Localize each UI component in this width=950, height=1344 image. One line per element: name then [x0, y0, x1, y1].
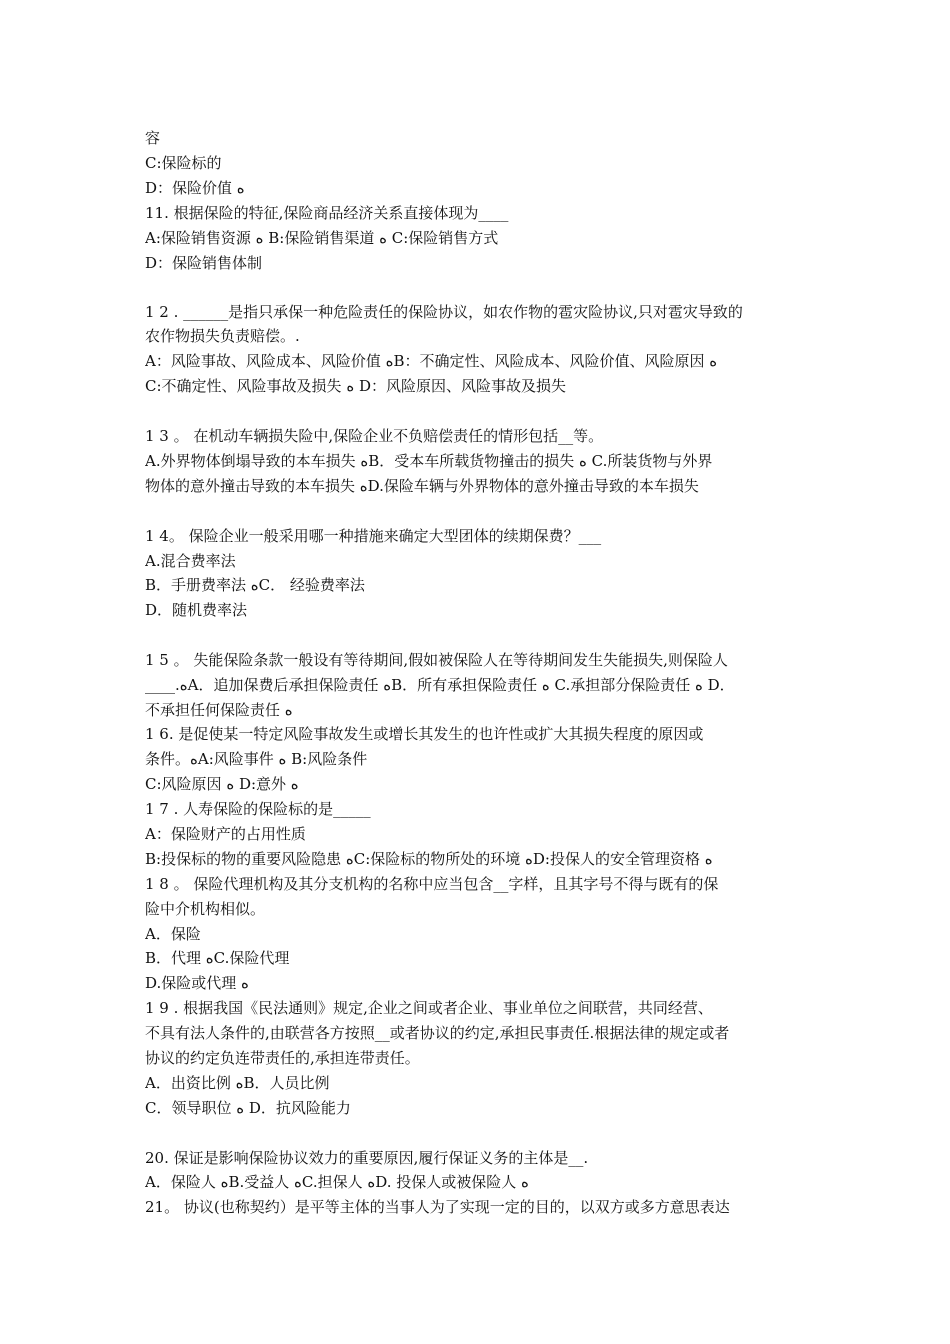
text-line: A．保险人 ﻩB.受益人 ﻩC.担保人 ﻩD. 投保人或被保险人 ﻩ [145, 1173, 529, 1191]
text-line: 1 2 . ______是指只承保一种危险责任的保险协议，如农作物的雹灾险协议,只对雹灾导致的 [145, 303, 743, 321]
text-line: C:风险原因 ﻩ D:意外 ﻩ [145, 775, 299, 793]
text-line: 1 8 。 保险代理机构及其分支机构的名称中应当包含__字样，且其字号不得与既有的保 [145, 875, 719, 893]
text-line: A.外界物体倒塌导致的本车损失 ﻩB．受本车所载货物撞击的损失 ﻩ C.所装货物与外界 [145, 452, 713, 470]
text-line [145, 399, 815, 423]
text-line: A：风险事故、风险成本、风险价值 ﻩB：不确定性、风险成本、风险价值、风险原因 ﻩ [145, 352, 718, 370]
text-line: 1 9 . 根据我国《民法通则》规定,企业之间或者企业、事业单位之间联营，共同经营、 [145, 999, 713, 1017]
text-line: 1 5 。 失能保险条款一般设有等待期间,假如被保险人在等待期间发生失能损失,则保险人 [145, 651, 728, 669]
text-line: 不承担任何保险责任 ﻩ [145, 701, 293, 719]
text-line: C:保险标的 [145, 154, 222, 172]
text-line: 21。 协议(也称契约）是平等主体的当事人为了实现一定的目的，以双方或多方意思表达 [145, 1198, 730, 1216]
text-line: 1 6. 是促使某一特定风险事故发生或增长其发生的也许性或扩大其损失程度的原因或 [145, 725, 704, 743]
text-line: A．出资比例 ﻩB．人员比例 [145, 1074, 330, 1092]
text-line: 农作物损失负责赔偿。. [145, 327, 300, 345]
text-line: 物体的意外撞击导致的本车损失 ﻩD.保险车辆与外界物体的意外撞击导致的本车损失 [145, 477, 699, 495]
text-line [145, 1121, 815, 1145]
text-line [145, 499, 815, 523]
text-line: 20. 保证是影响保险协议效力的重要原因,履行保证义务的主体是__. [145, 1149, 589, 1167]
text-line: A:保险销售资源 ﻩ B:保险销售渠道 ﻩ C:保险销售方式 [145, 229, 499, 247]
text-line: D．随机费率法 [145, 601, 248, 619]
text-line: C:不确定性、风险事故及损失 ﻩ D：风险原因、风险事故及损失 [145, 377, 566, 395]
text-line: D：保险销售体制 [145, 254, 263, 272]
text-line [145, 623, 815, 647]
text-line: 不具有法人条件的,由联营各方按照__或者协议的约定,承担民事责任.根据法律的规定或者 [145, 1024, 730, 1042]
text-line: A：保险财产的占用性质 [145, 825, 306, 843]
text-line: D：保险价值 ﻩ [145, 179, 245, 197]
text-line: 协议的约定负连带责任的,承担连带责任。 [145, 1049, 420, 1067]
text-line: B:投保标的物的重要风险隐患 ﻩC:保险标的物所处的环境 ﻩD:投保人的安全管理资格 ﻩ [145, 850, 713, 868]
text-line: B．手册费率法 ﻩC． 经验费率法 [145, 576, 365, 594]
text-line: 1 4。 保险企业一般采用哪一种措施来确定大型团体的续期保费？___ [145, 527, 602, 545]
text-line: 条件。ﻩA:风险事件 ﻩ B:风险条件 [145, 750, 368, 768]
text-line: 1 7 . 人寿保险的保险标的是_____ [145, 800, 371, 818]
text-line: C．领导职位 ﻩ D．抗风险能力 [145, 1099, 351, 1117]
text-line: D.保险或代理 ﻩ [145, 974, 249, 992]
text-line: A．保险 [145, 925, 201, 943]
text-line: A.混合费率法 [145, 552, 236, 570]
text-line: 11. 根据保险的特征,保险商品经济关系直接体现为____ [145, 204, 509, 222]
text-line: ____.ﻩA．追加保费后承担保险责任 ﻩB．所有承担保险责任 ﻩ C.承担部分保险责任 ﻩ D． [145, 676, 735, 694]
text-line: 容 [145, 129, 161, 147]
text-line: 险中介机构相似。 [145, 900, 266, 918]
text-line: 1 3 。 在机动车辆损失险中,保险企业不负赔偿责任的情形包括__等。 [145, 427, 604, 445]
text-line: B．代理 ﻩC.保险代理 [145, 949, 290, 967]
text-line [145, 276, 815, 300]
